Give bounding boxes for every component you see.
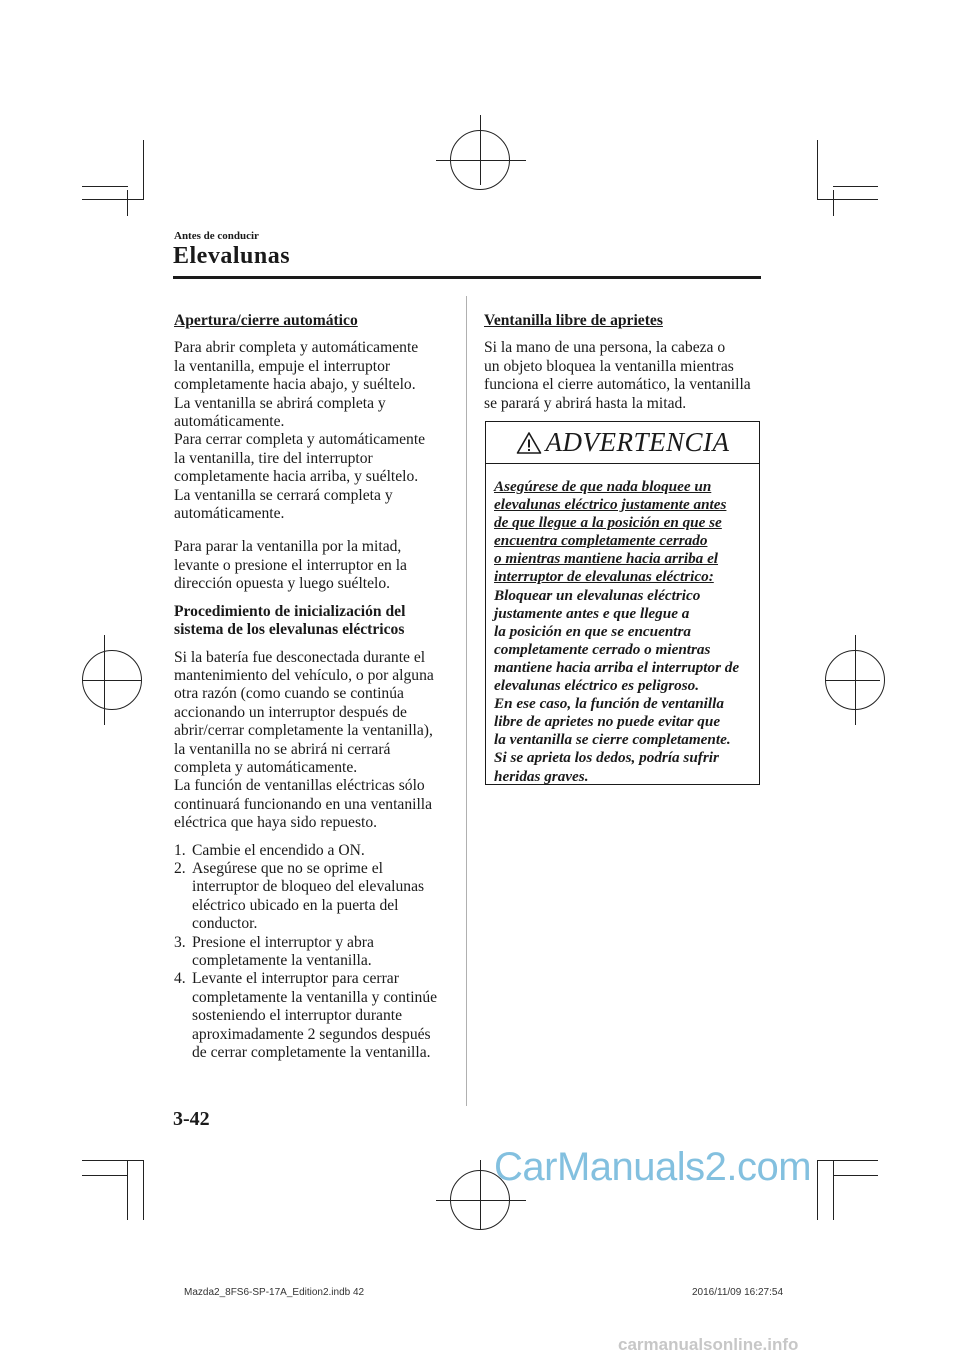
text-line: otra razón (como cuando se continúa	[174, 685, 404, 703]
text-line: abrir/cerrar completamente la ventanilla),	[174, 722, 433, 740]
right-column	[484, 312, 766, 422]
text-line: Asegúrese de que nada bloquee un	[494, 478, 712, 495]
text-line: libre de aprietes no puede evitar que	[494, 713, 721, 731]
list-item	[174, 842, 456, 860]
text-line: Para cerrar completa y automáticamente	[174, 431, 426, 449]
text-line: La ventanilla se cerrará completa y	[174, 486, 393, 504]
text-line: Si la batería fue desconectada durante el	[174, 648, 426, 666]
text-line: funciona el cierre automático, la ventanilla	[484, 376, 751, 394]
step-number: 1.	[174, 841, 186, 859]
text-line: Cambie el encendido a ON.	[192, 841, 365, 859]
text-line: completa y automáticamente.	[174, 758, 358, 776]
text-line: o mientras mantiene hacia arriba el	[494, 550, 719, 568]
text-line: un objeto bloquea la ventanilla mientras	[484, 357, 734, 375]
text-line: sosteniendo el interruptor durante	[192, 1007, 403, 1025]
warning-text	[486, 464, 759, 786]
list-item	[174, 860, 456, 934]
text-line: Si la mano de una persona, la cabeza o	[484, 339, 726, 357]
text-line: encuentra completamente cerrado	[494, 532, 708, 550]
text-line: completamente hacia abajo, y suéltelo.	[174, 376, 416, 394]
paragraph-stop-halfway	[174, 538, 456, 593]
text-line: sistema de los elevalunas eléctricos	[174, 621, 405, 639]
text-line: mantiene hacia arriba el interruptor de	[494, 658, 740, 676]
text-line: la ventanilla, empuje el interruptor	[174, 357, 391, 375]
column-divider	[466, 296, 467, 1106]
heading-initialization	[174, 603, 456, 640]
warning-box	[485, 421, 760, 785]
paragraph-auto-open-close	[174, 339, 456, 523]
text-line: continuará funcionando en una ventanilla	[174, 795, 433, 813]
page-title: Elevalunas	[173, 243, 291, 269]
warning-header	[486, 422, 759, 464]
text-line: automáticamente.	[174, 505, 285, 523]
section-label: Antes de conducir	[174, 230, 259, 242]
text-line: se parará y abrirá hasta la mitad.	[484, 394, 687, 412]
steps-list	[174, 842, 456, 1063]
text-line: la ventanilla no se abrirá ni cerrará	[174, 740, 391, 758]
text-line: heridas graves.	[494, 767, 589, 785]
left-column	[174, 312, 456, 1062]
page-number: 3-42	[173, 1108, 210, 1130]
step-number: 3.	[174, 933, 186, 951]
text-line: La ventanilla se abrirá completa y	[174, 394, 386, 412]
text-line: elevalunas eléctrico justamente antes	[494, 496, 727, 514]
paragraph-initialization	[174, 649, 456, 833]
text-line: mantenimiento del vehículo, o por alguna	[174, 666, 434, 684]
step-number: 4.	[174, 970, 186, 988]
text-line: la posición en que se encuentra	[494, 622, 692, 640]
text-line: eléctrico ubicado en la puerta del	[192, 896, 399, 914]
text-line: dirección opuesta y luego suéltelo.	[174, 575, 391, 593]
text-line: elevalunas eléctrico es peligroso.	[494, 677, 699, 695]
text-line: Presione el interruptor y abra	[192, 933, 374, 951]
text-line: completamente cerrado o mientras	[494, 640, 711, 658]
text-line: completamente la ventanilla y continúe	[192, 988, 438, 1006]
text-line: automáticamente.	[174, 413, 285, 431]
text-line: interruptor de bloqueo del elevalunas	[192, 878, 425, 896]
text-line: la ventanilla se cierre completamente.	[494, 731, 731, 749]
watermark-carmanuals[interactable]: CarManuals2.com	[494, 1145, 812, 1189]
text-line: la ventanilla, tire del interruptor	[174, 449, 373, 467]
text-line: interruptor de elevalunas eléctrico:	[494, 568, 714, 586]
footer-file-info: Mazda2_8FS6-SP-17A_Edition2.indb 42	[184, 1287, 365, 1298]
footer-date-info: 2016/11/09 16:27:54	[692, 1287, 784, 1298]
text-line: Si se aprieta los dedos, podría sufrir	[494, 749, 719, 767]
subheading-auto-open-close: Apertura/cierre automático	[174, 312, 358, 329]
list-item	[174, 970, 456, 1062]
text-line: justamente antes e que llegue a	[494, 604, 690, 622]
text-line: aproximadamente 2 segundos después	[192, 1025, 431, 1043]
text-line: accionando un interruptor después de	[174, 703, 407, 721]
title-rule	[173, 276, 761, 279]
warning-triangle-icon	[516, 431, 542, 455]
warning-title: ADVERTENCIA	[545, 427, 730, 457]
text-line: conductor.	[192, 915, 258, 933]
text-line: completamente hacia arriba, y suéltelo.	[174, 468, 419, 486]
text-line: En ese caso, la función de ventanilla	[494, 695, 724, 713]
text-line: La función de ventanillas eléctricas sólo	[174, 777, 425, 795]
text-line: levante o presione el interruptor en la	[174, 556, 407, 574]
step-number: 2.	[174, 859, 186, 877]
text-line: Para parar la ventanilla por la mitad,	[174, 538, 402, 556]
text-line: Bloquear un elevalunas eléctrico	[494, 586, 701, 604]
watermark-online[interactable]: carmanualsonline.info	[618, 1335, 799, 1354]
text-line: completamente la ventanilla.	[192, 952, 372, 969]
text-line: eléctrica que haya sido repuesto.	[174, 814, 378, 832]
text-line: Levante el interruptor para cerrar	[192, 970, 399, 988]
text-line: de que llegue a la posición en que se	[494, 514, 722, 532]
paragraph-anti-pinch	[484, 339, 766, 413]
text-line: Asegúrese que no se oprime el	[192, 859, 383, 877]
text-line: Procedimiento de inicialización del	[174, 602, 406, 620]
text-line: Para abrir completa y automáticamente	[174, 339, 419, 357]
subheading-anti-pinch: Ventanilla libre de aprietes	[484, 312, 663, 329]
text-line: de cerrar completamente la ventanilla.	[192, 1044, 431, 1062]
list-item	[174, 934, 456, 971]
